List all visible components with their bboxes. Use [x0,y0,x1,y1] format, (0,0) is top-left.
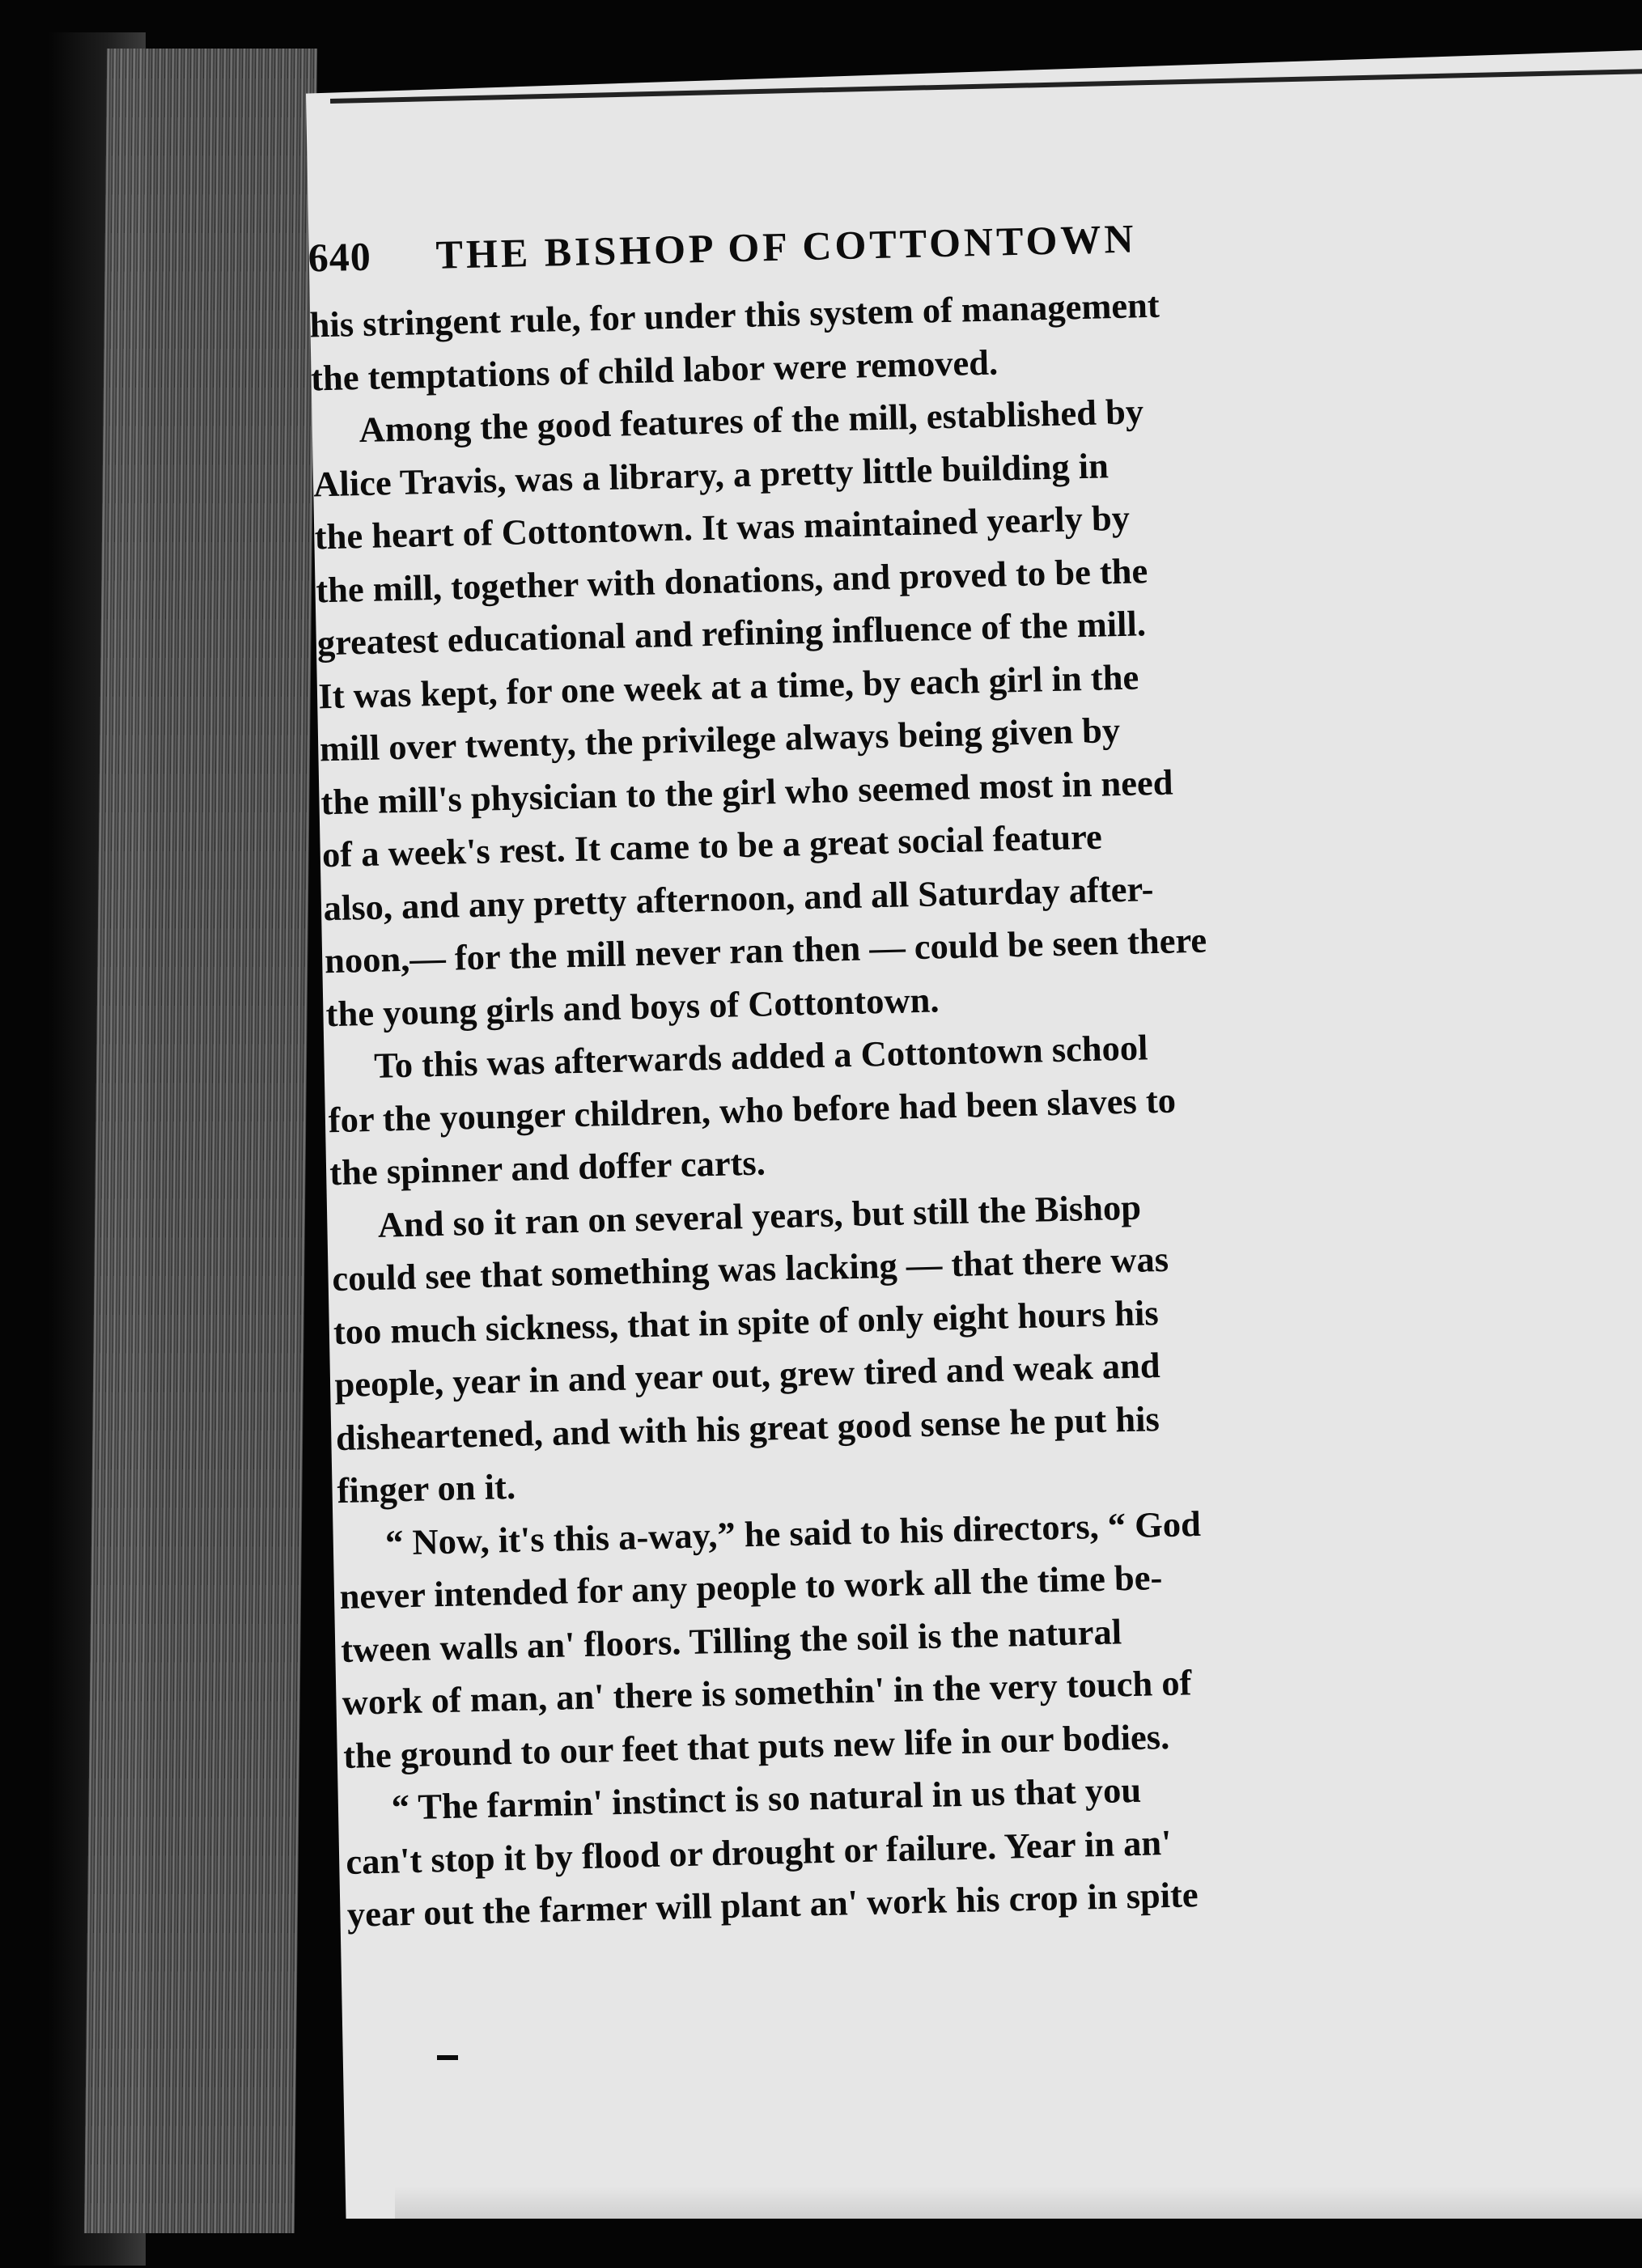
text-line: also, and any pretty afternoon, and all Saturday after- [323,867,1154,928]
text-line: the mill, together with donations, and proved to be the [315,549,1148,610]
text-line: noon,— for the mill never ran then — could be seen there [324,919,1207,981]
text-line: people, year in and year out, grew tired and weak and [333,1345,1161,1405]
text-line: of a week's rest. It came to be a great social feature [321,816,1103,875]
text-line: for the younger children, who before had been slaves to [328,1079,1177,1140]
text-line: too much sickness, that in spite of only eight hours his [333,1291,1160,1352]
text-line: “ The farmin' instinct is so natural in us that you [391,1769,1142,1828]
text-line: the spinner and doffer carts. [329,1142,766,1193]
text-line: Alice Travis, was a library, a pretty little building in [312,444,1110,504]
text-line: the heart of Cottontown. It was maintained yearly by [314,497,1131,557]
text-line: the ground to our feet that puts new life in our bodies. [342,1715,1170,1776]
text-line: And so it ran on several years, but still the Bishop [377,1186,1142,1245]
text-line: disheartened, and with his great good sense he put his [335,1397,1160,1458]
text-line: “ Now, it's this a-way,” he said to his directors, “ God [384,1503,1202,1563]
running-title: THE BISHOP OF COTTONTOWN [435,215,1138,278]
page-number: 640 [308,233,372,281]
text-line: work of man, an' there is somethin' in the very touch of [342,1662,1192,1723]
text-line: tween walls an' floors. Tilling the soil is the natural [340,1610,1122,1670]
text-line: could see that something was lacking — that there was [331,1238,1169,1299]
page-bottom-shade [395,2186,1642,2219]
body-text [293,268,1642,1942]
text-line: can't stop it by flood or drought or failure. Year in an' [345,1821,1173,1882]
text-line: finger on it. [336,1465,516,1511]
text-line: never intended for any people to work all the time be- [339,1557,1163,1617]
text-line: the temptations of child labor were removed. [310,341,999,398]
margin-dash-mark [437,2055,458,2060]
text-line: greatest educational and refining influence of the mill. [316,603,1147,663]
text-line: mill over twenty, the privilege always being given by [319,710,1121,769]
book-page-edges [84,49,317,2233]
page-top-edge-line [330,69,1642,104]
text-line: year out the farmer will plant an' work his crop in spite [346,1874,1199,1935]
text-line: To this was afterwards added a Cottontown school [373,1027,1148,1086]
text-line: the young girls and boys of Cottontown. [325,978,940,1034]
text-line: his stringent rule, for under this system of management [309,284,1160,345]
text-line: Among the good features of the mill, established by [359,391,1144,451]
text-line: the mill's physician to the girl who seemed most in need [320,761,1173,822]
page-text-block [291,202,1642,1941]
text-line: It was kept, for one week at a time, by each girl in the [317,655,1139,716]
